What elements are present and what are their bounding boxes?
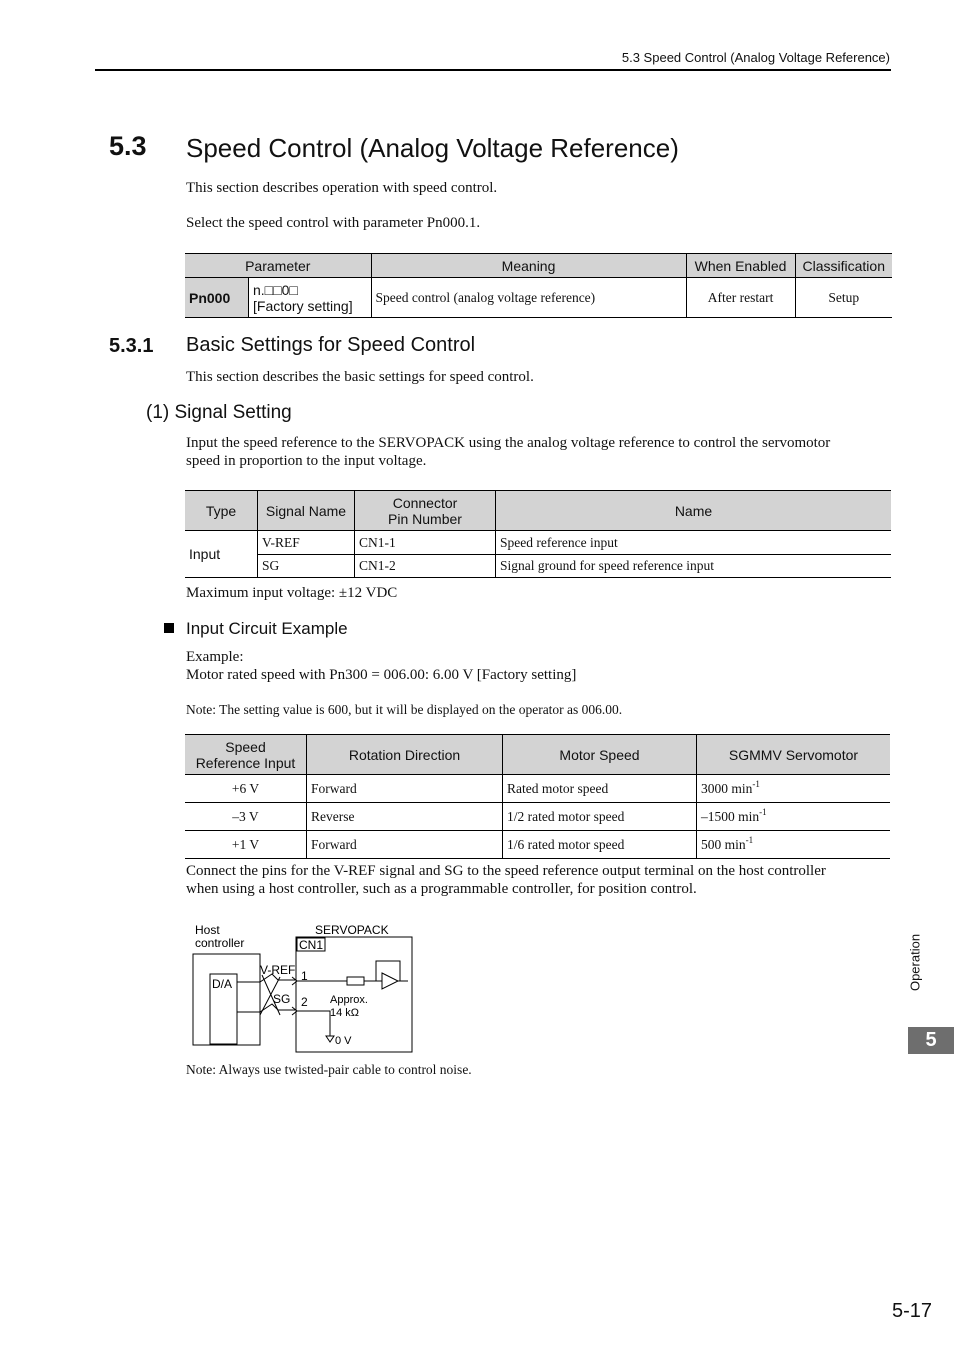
type-cell: Input	[185, 531, 258, 578]
meaning-header: Meaning	[371, 254, 686, 278]
rotation-header: Rotation Direction	[307, 735, 503, 775]
example-note: Note: The setting value is 600, but it will be displayed on the operator as 006.00.	[186, 702, 623, 717]
speed-ref-header	[185, 735, 307, 775]
param-value-cell	[249, 278, 372, 318]
subsection-number: 5.3.1	[109, 335, 154, 357]
parameter-table	[185, 253, 892, 318]
servomotor-cell	[697, 803, 891, 831]
signal-setting-heading: (1) Signal Setting	[146, 402, 292, 423]
when-header: When Enabled	[686, 254, 795, 278]
connector-header	[355, 491, 496, 531]
servomotor-value: –1500 min	[701, 808, 760, 824]
direction-cell: Reverse	[307, 803, 503, 831]
header-rule	[95, 69, 891, 71]
type-header: Type	[185, 491, 258, 531]
section-intro: This section describes operation with speed control.	[186, 180, 498, 196]
vref-label: V-REF	[260, 963, 296, 977]
section-title: Speed Control (Analog Voltage Reference)	[186, 133, 679, 163]
sg-label: SG	[273, 992, 291, 1006]
example-text: Motor rated speed with Pn300 = 006.00: 6.00 V [Factory setting]	[186, 667, 577, 683]
servomotor-cell	[697, 831, 891, 859]
connect-para	[186, 862, 826, 898]
da-label: D/A	[212, 977, 233, 991]
direction-cell: Forward	[307, 775, 503, 803]
servomotor-header: SGMMV Servomotor	[697, 735, 891, 775]
example-block	[186, 648, 576, 684]
section-number: 5.3	[109, 131, 147, 161]
name-cell: Signal ground for speed reference input	[496, 555, 892, 578]
param-factory: [Factory setting]	[253, 297, 353, 314]
name-header: Name	[496, 491, 892, 531]
circuit-example-heading: Input Circuit Example	[186, 619, 348, 638]
motor-speed-header: Motor Speed	[503, 735, 697, 775]
exponent: -1	[745, 834, 754, 845]
ref-input-cell: +6 V	[185, 775, 307, 803]
approx-label: Approx.	[330, 994, 368, 1006]
side-label: Operation	[907, 933, 923, 992]
select-text: Select the speed control with parameter Pn000.1.	[186, 215, 481, 231]
exponent: -1	[752, 778, 760, 789]
ref-input-cell: –3 V	[185, 803, 307, 831]
running-header: 5.3 Speed Control (Analog Voltage Reference)	[621, 50, 890, 65]
cn1-label: CN1	[299, 938, 324, 952]
servomotor-cell	[697, 775, 891, 803]
direction-cell: Forward	[307, 831, 503, 859]
page-number: 5-17	[891, 1300, 932, 1322]
zero-v-label: 0 V	[335, 1035, 352, 1047]
speed-table	[185, 734, 890, 859]
param-when-cell: After restart	[686, 278, 795, 318]
connector-header-line2: Pin Number	[388, 510, 462, 527]
speed-ref-header-line2: Reference Input	[195, 754, 296, 771]
signal-para	[186, 434, 830, 470]
speed-ref-header-line1: Speed	[225, 738, 266, 755]
signal-table	[185, 490, 891, 578]
signal-para-line1: Input the speed reference to the SERVOPACK using the analog voltage reference to control the servomotor	[186, 435, 831, 451]
param-class-cell: Setup	[795, 278, 892, 318]
motor-speed-cell: 1/2 rated motor speed	[503, 803, 697, 831]
param-value: n.□□0□	[253, 281, 298, 298]
name-cell: Speed reference input	[496, 531, 892, 555]
ohm-label: 14 kΩ	[330, 1007, 360, 1019]
connector-header-line1: Connector	[392, 494, 458, 511]
signal-cell: V-REF	[258, 531, 355, 555]
exponent: -1	[759, 806, 767, 817]
signal-para-line2: speed in proportion to the input voltage.	[186, 453, 427, 469]
motor-speed-cell: Rated motor speed	[503, 775, 697, 803]
signal-name-header: Signal Name	[258, 491, 355, 531]
ref-input-cell: +1 V	[185, 831, 307, 859]
diagram-note: Note: Always use twisted-pair cable to control noise.	[186, 1062, 472, 1077]
host-label-line2: controller	[195, 936, 245, 950]
pin-cell: CN1-1	[355, 531, 496, 555]
servopack-label: SERVOPACK	[315, 923, 389, 937]
servomotor-value: 3000 min	[701, 780, 753, 796]
max-voltage: Maximum input voltage: ±12 VDC	[186, 585, 398, 601]
signal-cell: SG	[258, 555, 355, 578]
example-label: Example:	[186, 649, 244, 665]
input-circuit-diagram	[180, 915, 430, 1060]
param-meaning-cell: Speed control (analog voltage reference)	[371, 278, 686, 318]
subsection-intro: This section describes the basic settings for speed control.	[186, 369, 534, 385]
chapter-tab: 5	[908, 1027, 954, 1054]
connect-para-line2: when using a host controller, such as a programmable controller, for position control.	[186, 881, 697, 897]
pin1-label: 1	[301, 969, 308, 983]
bullet-square-icon	[164, 623, 174, 633]
pin-cell: CN1-2	[355, 555, 496, 578]
param-name-cell: Pn000	[185, 278, 249, 318]
connect-para-line1: Connect the pins for the V-REF signal and SG to the speed reference output terminal on the host controller	[186, 863, 826, 879]
host-box	[193, 954, 260, 1045]
subsection-title: Basic Settings for Speed Control	[186, 334, 476, 356]
param-header: Parameter	[185, 254, 371, 278]
servomotor-value: 500 min	[701, 836, 746, 852]
host-label-line1: Host	[195, 923, 220, 937]
class-header: Classification	[795, 254, 892, 278]
motor-speed-cell: 1/6 rated motor speed	[503, 831, 697, 859]
pin2-label: 2	[301, 995, 308, 1009]
